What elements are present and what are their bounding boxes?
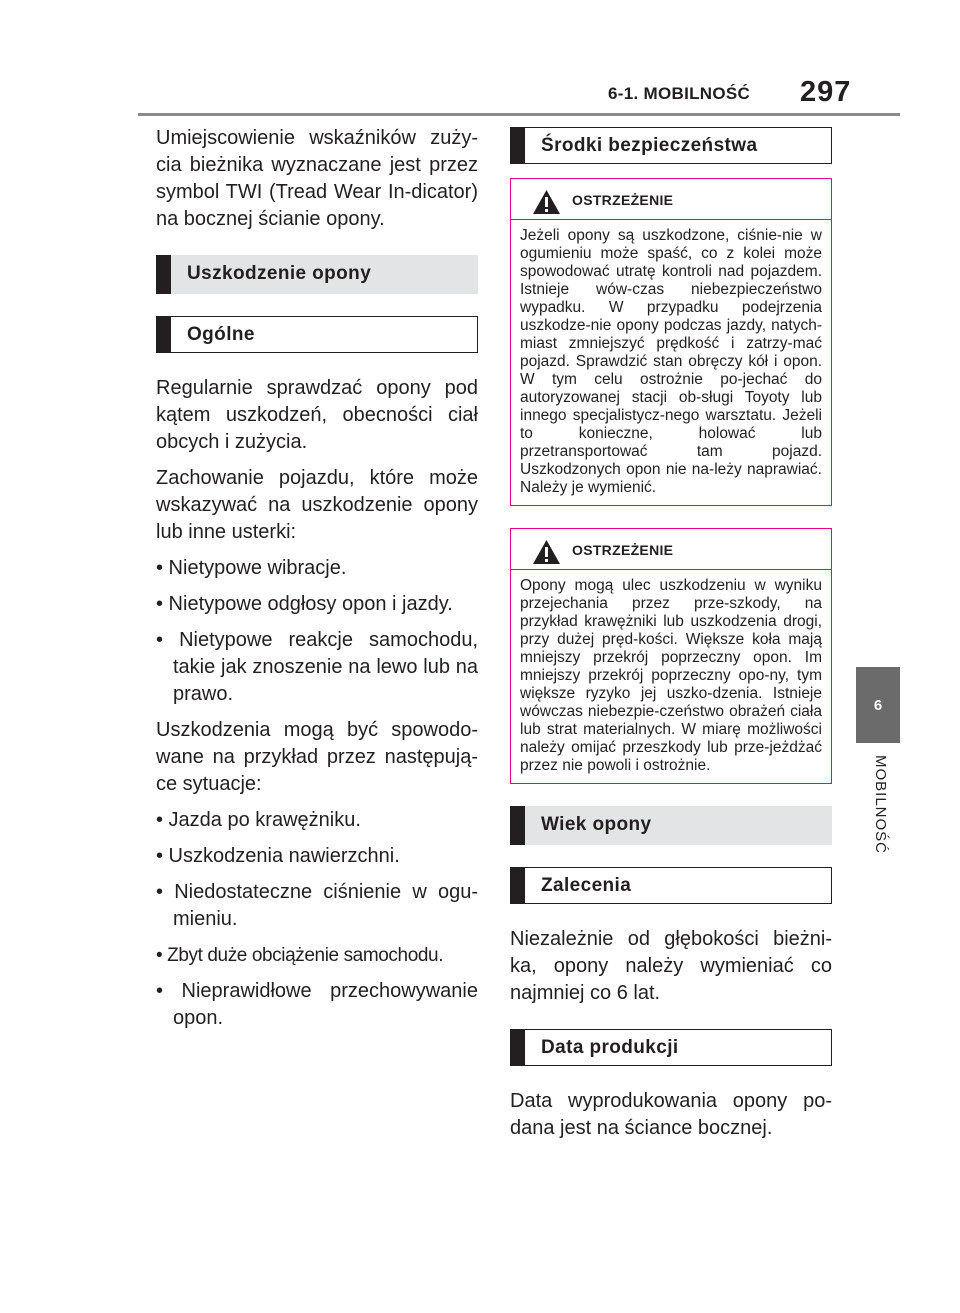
warning-text: Jeżeli opony są uszkodzone, ciśnie-nie w ogumieniu może spaść, co z kolei może spowodować utratę kontroli nad pojazdem. Istnieje wów-czas niebezpieczeństwo wypadku. W przypadku podejrzenia uszkodze-nie opony podczas jazdy, natych-miast zmniejszyć prędkość i zatrzy-mać pojazd. Sprawdzić stan obręczy kół i opon. W tym celu ostrożnie po-jechać do autoryzowanej stacji ob-sługi Toyoty lub innego specjalistycz-nego warsztatu. Jeżeli to konieczne, holować lub przetransportować tam pojazd. Uszkodzonych opon nie na-leży naprawiać. Należy je wymienić. — [520, 227, 822, 496]
heading-text: Zalecenia — [541, 875, 632, 896]
left-column — [156, 125, 478, 1041]
warning-title: OSTRZEŻENIE — [572, 192, 674, 208]
heading-bar — [510, 806, 525, 845]
chapter-label: MOBILNOŚĆ — [872, 755, 889, 855]
warning-title: OSTRZEŻENIE — [572, 542, 674, 558]
list-item: • Nietypowe odgłosy opon i jazdy. — [156, 593, 453, 615]
paragraph-production-date: Data wyprodukowania opony po-dana jest na ściance bocznej. — [510, 1090, 832, 1139]
heading-bar — [156, 255, 171, 294]
heading-text: Środki bezpieczeństwa — [541, 135, 758, 156]
heading-bar — [156, 316, 171, 353]
paragraph-recommendation: Niezależnie od głębokości bieżni-ka, opony należy wymieniać co najmniej co 6 lat. — [510, 928, 832, 1004]
list-item: • Nieprawidłowe przechowywanie opon. — [156, 980, 478, 1029]
heading-text: Wiek opony — [541, 814, 652, 835]
section-reference: 6-1. MOBILNOŚĆ — [608, 84, 751, 103]
header-divider — [138, 113, 900, 116]
heading-tire-age — [510, 806, 832, 845]
warning-box-2 — [510, 528, 832, 784]
page-number: 297 — [800, 76, 852, 108]
intro-paragraph: Umiejscowienie wskaźników zuży-cia bieżnika wyznaczane jest przez symbol TWI (Tread Wear In-dicator) na bocznej ścianie opony. — [156, 127, 478, 230]
heading-text: Ogólne — [187, 324, 255, 345]
chapter-tab: 6 — [856, 667, 900, 743]
warning-text: Opony mogą ulec uszkodzeniu w wyniku przejechania przez prze-szkody, na przykład krawężniki lub uszkodzenia drogi, przy dużej pręd-kości. Większe koła mają mniejszy przekrój poprzeczny opon. Im mniejszy przekrój poprzeczny opo-ny, tym większe ryzyko jej uszko-dzenia. Istnieje wówczas niebezpie-czeństwo obrażeń ciała lub strat materialnych. W miarę możliwości należy omijać przeszkody lub prze-jeżdżać przez nie powoli i ostrożnie. — [520, 577, 822, 774]
paragraph-behaviour: Zachowanie pojazdu, które może wskazywać na uszkodzenie opony lub inne usterki: — [156, 467, 478, 543]
warning-header — [511, 529, 831, 570]
paragraph-causes: Uszkodzenia mogą być spowodo-wane na przykład przez następują-ce sytuacje: — [156, 719, 478, 795]
chapter-label-wrapper — [872, 755, 960, 855]
warning-triangle-icon — [533, 190, 560, 214]
right-column — [510, 127, 832, 1151]
heading-bar — [510, 127, 525, 164]
heading-text: Uszkodzenie opony — [187, 263, 372, 284]
list-item: • Niedostateczne ciśnienie w ogu-mieniu. — [156, 881, 478, 930]
heading-safety — [510, 127, 832, 164]
list-item: • Jazda po krawężniku. — [156, 809, 361, 831]
list-item: • Zbyt duże obciążenie samochodu. — [156, 945, 444, 966]
heading-text: Data produkcji — [541, 1037, 679, 1058]
subheading-production-date — [510, 1029, 832, 1066]
warning-header — [511, 179, 831, 220]
heading-tire-damage — [156, 255, 478, 294]
heading-bar — [510, 867, 525, 904]
list-item: • Uszkodzenia nawierzchni. — [156, 845, 400, 867]
list-item: • Nietypowe reakcje samochodu, takie jak znoszenie na lewo lub na prawo. — [156, 629, 478, 705]
warning-box-1 — [510, 178, 832, 506]
list-item: • Nietypowe wibracje. — [156, 557, 347, 579]
paragraph-check: Regularnie sprawdzać opony pod kątem uszkodzeń, obecności ciał obcych i zużycia. — [156, 377, 478, 453]
warning-triangle-icon — [533, 540, 560, 564]
subheading-general — [156, 316, 478, 353]
heading-bar — [510, 1029, 525, 1066]
subheading-recommendations — [510, 867, 832, 904]
